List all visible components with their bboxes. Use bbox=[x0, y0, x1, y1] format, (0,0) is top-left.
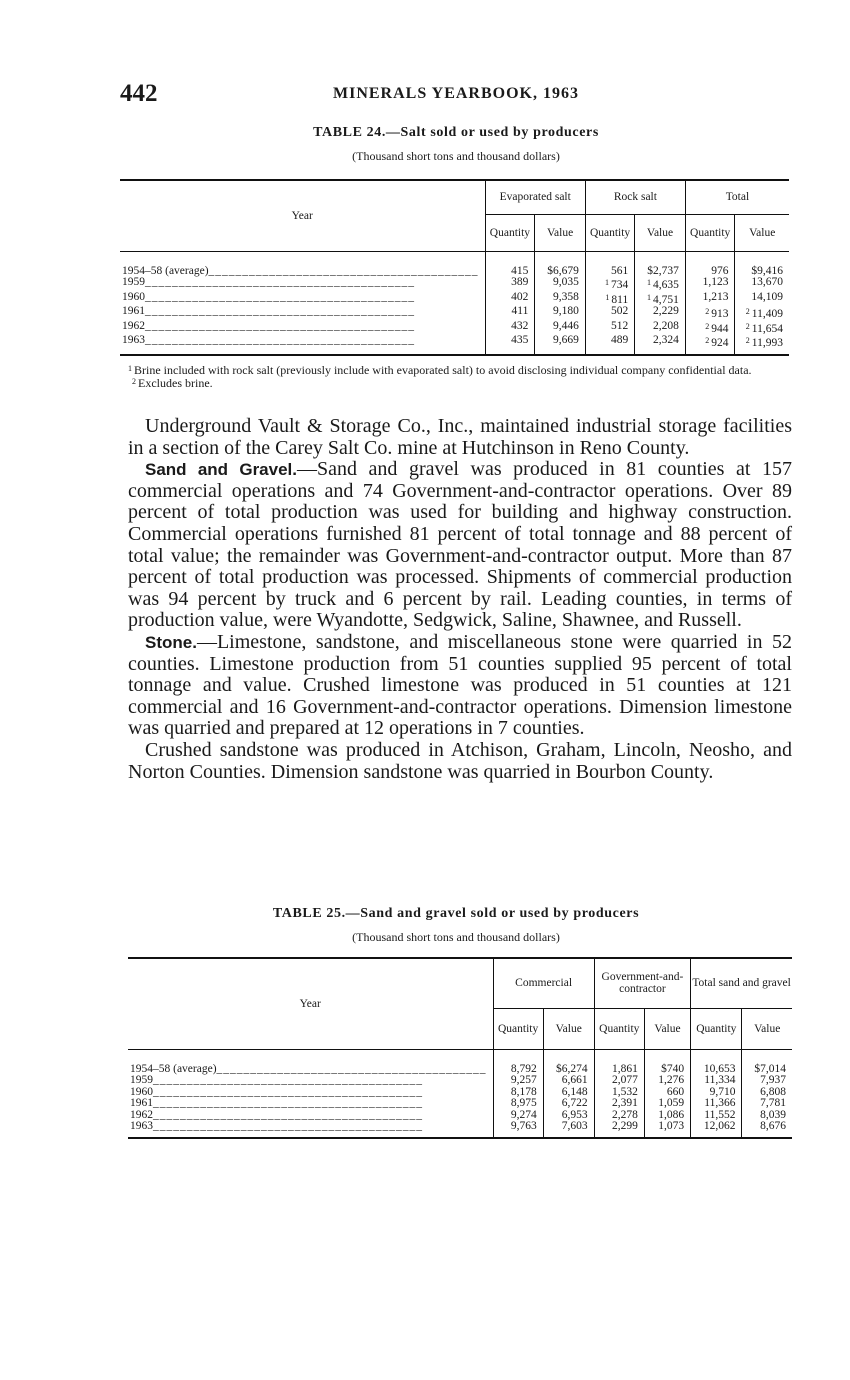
paragraph-sand-and-gravel bbox=[128, 459, 792, 632]
table-cell: 2,077 bbox=[594, 1075, 644, 1087]
cell-value: 11,409 bbox=[751, 308, 783, 320]
row-year-label: 1961 bbox=[122, 306, 145, 317]
cell-value: 2,324 bbox=[652, 334, 679, 346]
cell-value: 734 bbox=[610, 279, 629, 291]
footnote-mark: 1 bbox=[128, 364, 132, 373]
col-header-value: Value bbox=[535, 214, 586, 251]
cell-value: 411 bbox=[511, 305, 529, 317]
table-cell bbox=[735, 277, 789, 292]
col-header-quantity: Quantity bbox=[691, 1008, 742, 1049]
table-cell bbox=[635, 292, 686, 307]
row-year bbox=[120, 306, 485, 321]
dot-leader: ________________________________________ bbox=[145, 306, 415, 317]
col-header-quantity: Quantity bbox=[685, 214, 735, 251]
paragraph-underground-vault: Underground Vault & Storage Co., Inc., maintained industrial storage facilities in a section of the Carey Salt Co. mine at Hutchinson in Reno County. bbox=[128, 415, 792, 459]
table-24-title: TABLE 24.—Salt sold or used by producers bbox=[313, 125, 599, 140]
table-cell: 2,278 bbox=[594, 1110, 644, 1122]
cell-value: 1,123 bbox=[702, 276, 729, 288]
cell-value: 11,654 bbox=[751, 322, 783, 335]
table-cell bbox=[485, 335, 535, 355]
cell-value: 14,109 bbox=[751, 290, 783, 303]
table-cell: 9,763 bbox=[493, 1121, 543, 1138]
cell-value: 502 bbox=[610, 305, 629, 317]
cell-value: 512 bbox=[610, 319, 629, 332]
table-cell: $6,274 bbox=[543, 1064, 594, 1076]
col-header-value: Value bbox=[635, 214, 686, 251]
row-year bbox=[120, 335, 485, 355]
dot-leader: ________________________________________ bbox=[216, 1063, 487, 1075]
table-24-subtitle: (Thousand short tons and thousand dollars) bbox=[352, 149, 560, 163]
cell-value: 9,669 bbox=[553, 334, 579, 346]
row-year-label: 1963 bbox=[122, 335, 145, 346]
col-header-quantity: Quantity bbox=[585, 214, 634, 251]
table-cell: 1,059 bbox=[644, 1098, 690, 1110]
table-cell: 8,178 bbox=[493, 1087, 543, 1099]
table-row bbox=[120, 266, 789, 278]
row-year bbox=[120, 292, 485, 307]
table-cell bbox=[485, 306, 535, 321]
group-header-rock-salt: Rock salt bbox=[585, 180, 685, 214]
table-cell: 2,299 bbox=[594, 1121, 644, 1138]
table-cell bbox=[685, 306, 735, 321]
cell-value: 415 bbox=[511, 264, 529, 277]
row-year bbox=[128, 1075, 493, 1087]
cell-value: 11,993 bbox=[751, 337, 783, 349]
table-cell: 6,148 bbox=[543, 1087, 594, 1099]
table-24-body bbox=[120, 251, 789, 355]
col-header-value: Value bbox=[644, 1008, 690, 1049]
row-year-label: 1960 bbox=[122, 291, 145, 303]
paragraph-crushed-sandstone: Crushed sandstone was produced in Atchison, Graham, Lincoln, Neosho, and Norton Counties. Dimension sandstone was quarried in Bourbon County. bbox=[128, 738, 792, 783]
row-year bbox=[120, 266, 485, 278]
row-year bbox=[128, 1064, 493, 1076]
row-year-label: 1954–58 (average) bbox=[122, 265, 209, 277]
table-cell: 12,062 bbox=[691, 1121, 742, 1138]
table-cell: 6,953 bbox=[543, 1110, 594, 1122]
group-header-evaporated-salt: Evaporated salt bbox=[485, 180, 585, 214]
table-cell bbox=[635, 306, 686, 321]
page-header bbox=[120, 80, 792, 110]
paragraph-stone bbox=[128, 632, 792, 740]
table-cell bbox=[535, 335, 586, 355]
cell-value: 561 bbox=[610, 264, 629, 277]
footnote-2 bbox=[128, 376, 792, 389]
table-row bbox=[128, 1098, 792, 1110]
cell-value: 2,229 bbox=[652, 305, 679, 317]
table-cell bbox=[585, 292, 634, 307]
table-cell: $7,014 bbox=[742, 1064, 792, 1076]
col-header-value: Value bbox=[543, 1008, 594, 1049]
col-header-quantity: Quantity bbox=[493, 1008, 543, 1049]
footnote-mark: 2 bbox=[705, 321, 710, 331]
table-row bbox=[120, 321, 789, 336]
table-cell: $740 bbox=[644, 1064, 690, 1076]
year-header: Year bbox=[128, 958, 493, 1049]
row-year-label: 1959 bbox=[130, 1075, 153, 1086]
col-header-quantity: Quantity bbox=[485, 214, 535, 251]
col-header-value: Value bbox=[735, 214, 789, 251]
row-year bbox=[128, 1087, 493, 1099]
cell-value: 976 bbox=[711, 264, 729, 277]
row-year-label: 1962 bbox=[122, 320, 145, 332]
cell-value: 4,635 bbox=[652, 279, 679, 291]
table-cell: 660 bbox=[644, 1087, 690, 1099]
table-cell bbox=[535, 277, 586, 292]
dot-leader: ________________________________________ bbox=[208, 265, 479, 277]
table-cell: 9,274 bbox=[493, 1110, 543, 1122]
cell-value: 489 bbox=[610, 334, 629, 346]
cell-value: $9,416 bbox=[751, 264, 783, 277]
table-cell: 7,781 bbox=[742, 1098, 792, 1110]
dot-leader: ________________________________________ bbox=[153, 1075, 423, 1086]
table-cell: 1,073 bbox=[644, 1121, 690, 1138]
cell-value: 9,358 bbox=[553, 290, 579, 303]
table-row bbox=[128, 1087, 792, 1099]
cell-value: 944 bbox=[711, 322, 729, 335]
footnote-text: Excludes brine. bbox=[138, 376, 213, 390]
footnote-1 bbox=[128, 363, 792, 376]
table-cell bbox=[635, 266, 686, 278]
table-cell: 8,676 bbox=[742, 1121, 792, 1138]
table-25-subtitle: (Thousand short tons and thousand dollars) bbox=[352, 930, 560, 944]
table-25-body bbox=[128, 1049, 792, 1138]
table-cell: 6,661 bbox=[543, 1075, 594, 1087]
row-year bbox=[128, 1098, 493, 1110]
run-in-heading: Stone. bbox=[145, 632, 197, 652]
footnote-mark: 2 bbox=[132, 377, 136, 386]
dot-leader: ________________________________________ bbox=[145, 335, 415, 346]
group-header-government-and-contractor: Government-and-contractor bbox=[594, 958, 690, 1008]
table-cell bbox=[635, 335, 686, 355]
row-year-label: 1959 bbox=[122, 277, 145, 288]
table-cell bbox=[735, 321, 789, 336]
table-cell: 1,861 bbox=[594, 1064, 644, 1076]
footnote-mark: 2 bbox=[745, 307, 750, 316]
row-year-label: 1963 bbox=[130, 1121, 153, 1132]
cell-value: 9,180 bbox=[553, 305, 579, 317]
cell-value: 389 bbox=[511, 276, 529, 288]
group-header-total: Total bbox=[685, 180, 789, 214]
cell-value: 9,446 bbox=[553, 319, 579, 332]
table-cell: 8,039 bbox=[742, 1110, 792, 1122]
cell-value: 811 bbox=[611, 293, 629, 306]
table-25-title: TABLE 25.—Sand and gravel sold or used by producers bbox=[272, 906, 640, 921]
table-cell bbox=[635, 321, 686, 336]
table-24-footnotes bbox=[128, 363, 792, 389]
table-cell: 1,086 bbox=[644, 1110, 690, 1122]
footnote-mark: 2 bbox=[705, 336, 710, 345]
dot-leader: ________________________________________ bbox=[153, 1109, 423, 1121]
table-cell bbox=[535, 321, 586, 336]
table-cell bbox=[735, 306, 789, 321]
table-cell: 8,792 bbox=[493, 1064, 543, 1076]
cell-value: $2,737 bbox=[647, 264, 679, 277]
row-year bbox=[128, 1110, 493, 1122]
row-year-label: 1954–58 (average) bbox=[130, 1063, 217, 1075]
cell-value: 435 bbox=[511, 334, 529, 346]
table-cell bbox=[685, 321, 735, 336]
run-in-heading: Sand and Gravel. bbox=[145, 460, 297, 480]
cell-value: 432 bbox=[511, 319, 529, 332]
table-cell bbox=[585, 266, 634, 278]
table-cell bbox=[485, 321, 535, 336]
table-24 bbox=[120, 179, 789, 356]
table-cell: 7,937 bbox=[742, 1075, 792, 1087]
table-row bbox=[128, 1121, 792, 1138]
dot-leader: ________________________________________ bbox=[145, 277, 415, 288]
table-cell: 9,257 bbox=[493, 1075, 543, 1087]
table-row bbox=[128, 1075, 792, 1087]
table-row bbox=[128, 1064, 792, 1076]
table-cell bbox=[685, 292, 735, 307]
table-row bbox=[120, 277, 789, 292]
cell-value: 924 bbox=[711, 337, 729, 349]
table-cell bbox=[735, 335, 789, 355]
table-row bbox=[120, 306, 789, 321]
dot-leader: ________________________________________ bbox=[153, 1098, 423, 1109]
running-head: MINERALS YEARBOOK, 1963 bbox=[333, 85, 579, 102]
page-number: 442 bbox=[120, 80, 158, 107]
group-header-commercial: Commercial bbox=[493, 958, 594, 1008]
row-year bbox=[128, 1121, 493, 1138]
col-header-value: Value bbox=[742, 1008, 792, 1049]
paragraph-text: —Sand and gravel was produced in 81 counties at 157 commercial operations and 74 Government-and-contractor operations. Over 89 percent of total production was used for building and highway construction. Commercial operations furnished 81 percent of total tonnage and 88 percent of total value; the remainder was Government-and-contractor output. More than 87 percent of total production was processed. Shipments of commercial production was 94 percent by truck and 6 percent by rail. Leading counties, in terms of production value, were Wyandotte, Sedgwick, Saline, Shawnee, and Russell. bbox=[128, 458, 792, 632]
table-cell: 11,334 bbox=[691, 1075, 742, 1087]
table-cell bbox=[585, 335, 634, 355]
dot-leader: ________________________________________ bbox=[145, 320, 415, 332]
dot-leader: ________________________________________ bbox=[153, 1086, 423, 1098]
table-cell bbox=[535, 292, 586, 307]
row-year-label: 1962 bbox=[130, 1109, 153, 1121]
table-25 bbox=[128, 957, 792, 1139]
table-cell bbox=[485, 292, 535, 307]
group-header-total-sand-and-gravel: Total sand and gravel bbox=[691, 958, 792, 1008]
table-cell: 2,391 bbox=[594, 1098, 644, 1110]
cell-value: 13,670 bbox=[751, 276, 783, 288]
table-row bbox=[128, 1110, 792, 1122]
cell-value: 2,208 bbox=[652, 319, 679, 332]
row-year-label: 1960 bbox=[130, 1086, 153, 1098]
table-cell: 11,552 bbox=[691, 1110, 742, 1122]
table-cell: 6,722 bbox=[543, 1098, 594, 1110]
cell-value: 402 bbox=[511, 290, 529, 303]
dot-leader: ________________________________________ bbox=[153, 1121, 423, 1132]
table-cell bbox=[735, 292, 789, 307]
table-cell bbox=[685, 335, 735, 355]
footnote-mark: 1 bbox=[604, 278, 609, 287]
table-cell bbox=[535, 306, 586, 321]
table-cell: 6,808 bbox=[742, 1087, 792, 1099]
table-row bbox=[120, 292, 789, 307]
table-cell bbox=[635, 277, 686, 292]
footnote-mark: 2 bbox=[705, 307, 710, 316]
table-cell bbox=[485, 277, 535, 292]
cell-value: 4,751 bbox=[652, 293, 679, 306]
cell-value: 913 bbox=[711, 308, 729, 320]
footnote-mark: 1 bbox=[605, 292, 610, 302]
footnote-mark: 1 bbox=[646, 278, 651, 287]
table-cell: 1,532 bbox=[594, 1087, 644, 1099]
year-header: Year bbox=[120, 180, 485, 251]
row-year bbox=[120, 321, 485, 336]
cell-value: $6,679 bbox=[547, 264, 579, 277]
footnote-mark: 1 bbox=[646, 292, 651, 302]
table-cell bbox=[585, 277, 634, 292]
dot-leader: ________________________________________ bbox=[145, 291, 415, 303]
footnote-mark: 2 bbox=[745, 336, 750, 345]
table-cell: 1,276 bbox=[644, 1075, 690, 1087]
body-text bbox=[128, 416, 792, 783]
table-cell: 11,366 bbox=[691, 1098, 742, 1110]
table-cell: 9,710 bbox=[691, 1087, 742, 1099]
col-header-quantity: Quantity bbox=[594, 1008, 644, 1049]
footnote-text: Brine included with rock salt (previously include with evaporated salt) to avoid disclosing individual company confidential data. bbox=[134, 363, 752, 377]
table-cell bbox=[585, 306, 634, 321]
paragraph-text: —Limestone, sandstone, and miscellaneous stone were quarried in 52 counties. Limestone production from 51 counties supplied 95 percent of total tonnage and value. Crushed limestone was produced in 51 counties at 121 commercial and 16 Government-and-contractor operations. Dimension limestone was quarried and prepared at 12 operations in 7 counties. bbox=[128, 630, 792, 740]
table-cell: 8,975 bbox=[493, 1098, 543, 1110]
table-cell: 7,603 bbox=[543, 1121, 594, 1138]
table-cell bbox=[585, 321, 634, 336]
table-cell bbox=[685, 277, 735, 292]
cell-value: 9,035 bbox=[553, 276, 579, 288]
row-year-label: 1961 bbox=[130, 1098, 153, 1109]
table-row bbox=[120, 335, 789, 355]
row-year bbox=[120, 277, 485, 292]
cell-value: 1,213 bbox=[702, 290, 729, 303]
footnote-mark: 2 bbox=[745, 321, 750, 331]
table-cell: 10,653 bbox=[691, 1064, 742, 1076]
